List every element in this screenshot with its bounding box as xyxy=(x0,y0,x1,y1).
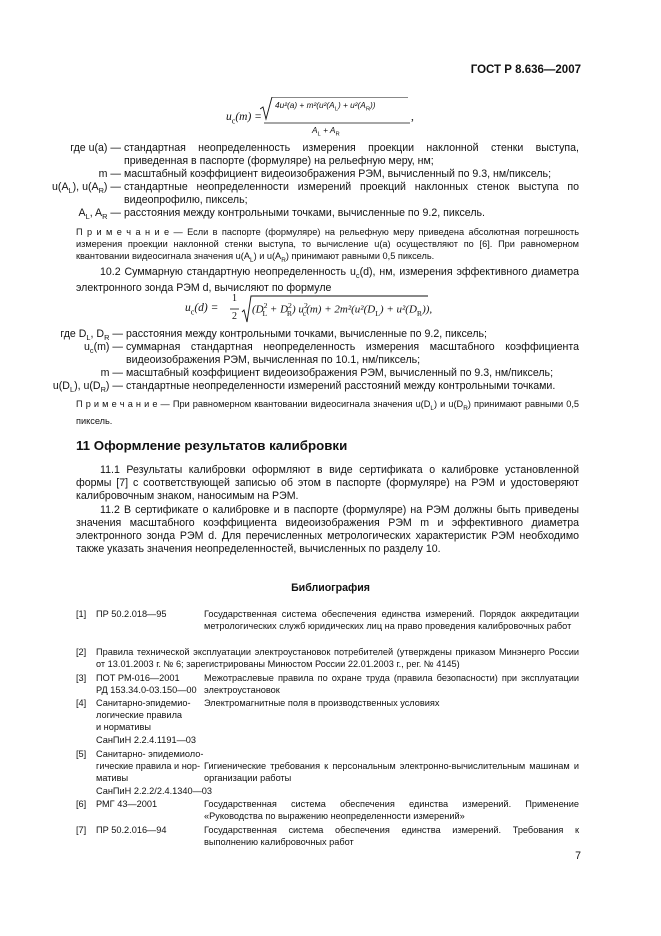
def-label: $u(A_L)$, $u(A_R)$ — xyxy=(52,181,121,196)
bib-ref: Правила технической эксплуатации электроустановок потребителей (утверждены приказом Минэнерго России от 13.01.2003 г. № 6; зарегистрированы Минюстом России 22.01.2003 г., рег. № 4145) xyxy=(96,647,579,670)
def-label: где u(a) — xyxy=(70,142,121,154)
bib-num: [4] xyxy=(76,698,87,708)
page-number: 7 xyxy=(575,850,581,862)
bib-desc: Государственная система обеспечения единства измерений. Применение «Руководства по выражению неопределенности измерений» xyxy=(204,799,579,822)
paragraph-11-2: 11.2 В сертификате о калибровке и в паспорте (формуляре) на РЭМ должны быть приведены значения масштабного коэффициента видеоизображения РЭМ m и эффективного диаметра электронного зонда РЭМ d. Для перечисленных метрологических характеристик РЭМ необходимо также указать значения неопределенностей, вычисленных по разделу 10. xyxy=(76,504,579,555)
bib-ref: ПР 50.2.016—94 xyxy=(96,825,167,835)
paragraph-10-2: 10.2 Суммарную стандартную неопределенность $u_c(d)$, нм, измерения эффективного диаметра электронного зонда РЭМ d, вычисляют по формуле xyxy=(76,266,580,295)
formula-uc-d: $u_c(d)$ = 1 2 $(D^2_L + D^2_R) u^2_c(m) + 2m^2(u^2(D_L) + u^2(D_R))$, xyxy=(185,292,485,326)
bib-ref: Санитарно- эпидемиоло- гические правила и нор- мативы СанПиН 2.2.2/2.4.1340—03 xyxy=(96,749,213,796)
def-text: расстояния между контрольными точками, вычисленные по 9.2, пиксель. xyxy=(124,207,485,219)
bib-desc: Государственная система обеспечения единства измерений. Требования к выполнению калибровочных работ xyxy=(204,825,579,848)
bib-desc: Электромагнитные поля в производственных условиях xyxy=(204,698,440,708)
bibliography-title: Библиография xyxy=(291,582,370,594)
def-text: масштабный коэффициент видеоизображения РЭМ, вычисленный по 9.3, нм/пиксель; xyxy=(124,168,552,180)
bib-num: [3] xyxy=(76,673,87,683)
def-text: расстояния между контрольными точками, вычисленные по 9.2, пиксель; xyxy=(126,328,487,340)
def-label: $A_L$, $A_R$ — xyxy=(78,207,121,222)
section-11-title: 11 Оформление результатов калибровки xyxy=(76,438,348,453)
def-label: $u(D_L)$, $u(D_R)$ — xyxy=(52,380,123,395)
bib-num: [2] xyxy=(76,647,87,657)
def-text: стандартные неопределенности измерений проекций наклонных стенок выступа по видеопрофилю, пиксель; xyxy=(124,181,579,206)
bib-num: [6] xyxy=(76,799,87,809)
bib-ref: ПР 50.2.018—95 xyxy=(96,609,167,619)
bib-num: [5] xyxy=(76,749,87,759)
def-text: масштабный коэффициент видеоизображения РЭМ, вычисленный по 9.3, нм/пиксель; xyxy=(126,367,554,379)
bib-ref: РМГ 43—2001 xyxy=(96,799,158,809)
paragraph-11-1: 11.1 Результаты калибровки оформляют в виде сертификата о калибровке установленной формы [7] с соответствующей записью об этом в паспорте (формуляре) на РЭМ и удостоверяют калибровочным знаком, наносимым на РЭМ. xyxy=(76,464,579,502)
bib-desc: Межотраслевые правила по охране труда (правила безопасности) при эксплуатации электроустановок xyxy=(204,673,579,696)
def-text: стандартная неопределенность измерения проекции наклонной стенки выступа, приведенная в паспорте (формуляре) на рельефную меру, нм; xyxy=(124,142,579,167)
def-text: стандартные неопределенности измерений расстояний между контрольными точками. xyxy=(126,380,556,392)
def-text: суммарная стандартная неопределенность измерения масштабного коэффициента видеоизображения РЭМ, вычисленная по 10.1, нм/пиксель; xyxy=(126,341,579,366)
note-1: П р и м е ч а н и е — Если в паспорте (формуляре) на рельефную меру приведена абсолютная погрешность измерения проекции наклонной стенки выступа, то вычисление u(a) осуществляют по [6]. При равномерном квантовании видеосигнала значения $u(A_L)$ и $u(A_R)$ принимают равными 0,5 пиксель. xyxy=(76,227,579,264)
document-header: ГОСТ Р 8.636—2007 xyxy=(470,64,581,76)
def-label: $u_c(m)$ — xyxy=(83,341,123,356)
note-2: П р и м е ч а н и е — При равномерном квантовании видеосигнала значения $u(D_L)$ и $u(D_R)$ принимают равными 0,5 пиксель. xyxy=(76,399,579,426)
bib-num: [7] xyxy=(76,825,87,835)
bib-desc: Гигиенические требования к персональным электронно-вычислительным машинам и организации работы xyxy=(204,761,579,784)
def-label: m — xyxy=(100,367,123,379)
bib-desc: Государственная система обеспечения единства измерений. Порядок аккредитации метрологических служб юридических лиц на право проведения калибровочных работ xyxy=(204,609,579,632)
bib-ref: ПОТ РМ-016—2001 РД 153.34.0-03.150—00 xyxy=(96,673,197,696)
def-label: m — xyxy=(98,168,121,180)
bib-num: [1] xyxy=(76,609,87,619)
def-label: где $D_L$, $D_R$ — xyxy=(60,328,123,343)
bib-ref: Санитарно-эпидемио- логические правила и нормативы СанПиН 2.2.4.1191—03 xyxy=(96,698,196,745)
